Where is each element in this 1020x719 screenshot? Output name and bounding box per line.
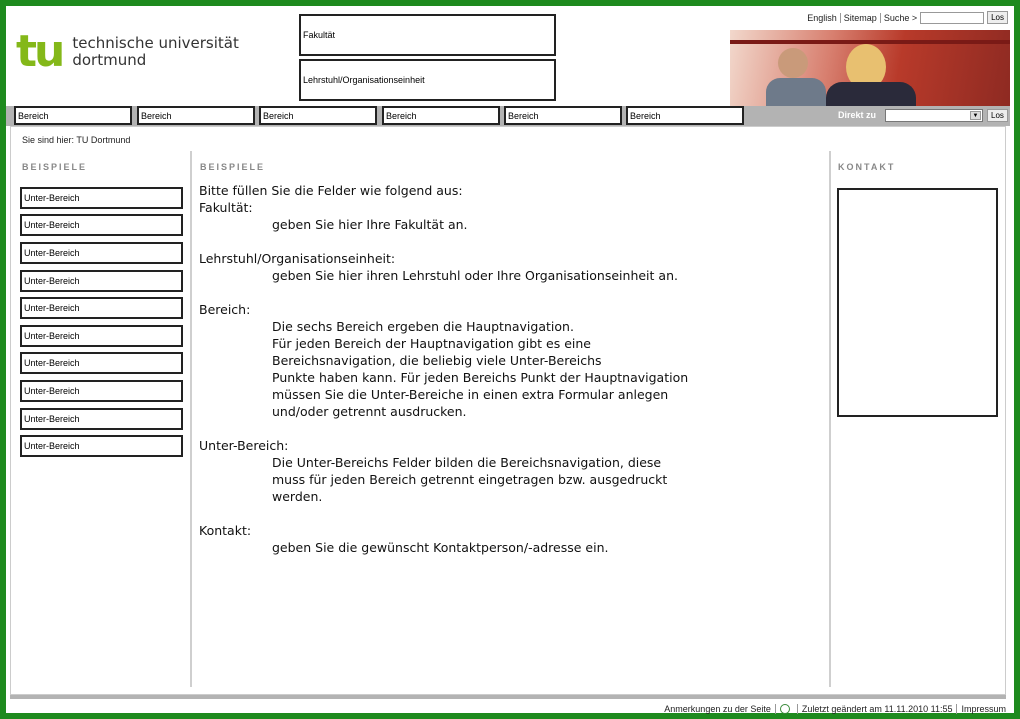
link-divider — [775, 704, 776, 714]
sub-nav-item[interactable] — [20, 270, 183, 292]
top-links — [807, 11, 1008, 24]
sub-nav-item[interactable] — [20, 297, 183, 319]
bereich-line: Punkte haben kann. Für jeden Bereichs Punkt der Hauptnavigation — [272, 370, 689, 385]
header-photo — [730, 30, 1010, 106]
sub-nav-item[interactable] — [20, 187, 183, 209]
lehrstuhl-text: geben Sie hier ihren Lehrstuhl oder Ihre Organisationseinheit an. — [272, 268, 678, 283]
chevron-down-icon[interactable]: ▼ — [970, 111, 981, 120]
fakultaet-label: Fakultät: — [199, 200, 253, 215]
kontakt-heading: KONTAKT — [838, 162, 896, 172]
photo-person-body — [766, 78, 826, 106]
main-heading: BEISPIELE — [200, 162, 266, 172]
tu-dortmund-logo[interactable] — [16, 26, 239, 77]
comment-icon[interactable] — [780, 704, 790, 714]
sub-nav-item[interactable] — [20, 435, 183, 457]
left-heading: BEISPIELE — [22, 162, 88, 172]
sub-nav-item[interactable] — [20, 325, 183, 347]
sub-nav-label: Unter-Bereich — [24, 276, 80, 286]
kontakt-field[interactable] — [837, 188, 998, 417]
unter-bereich-line: muss für jeden Bereich getrennt eingetragen bzw. ausgedruckt — [272, 472, 668, 487]
kontakt-label: Kontakt: — [199, 523, 252, 538]
page-footer — [664, 704, 1006, 714]
logo-line-2: dortmund — [72, 51, 147, 69]
kontakt-text: geben Sie die gewünscht Kontaktperson/-adresse ein. — [272, 540, 609, 555]
nav-item-bereich[interactable] — [504, 106, 622, 125]
direkt-zu-select[interactable] — [885, 109, 983, 122]
sub-nav-label: Unter-Bereich — [24, 248, 80, 258]
sub-nav-item[interactable] — [20, 242, 183, 264]
sub-nav-label: Unter-Bereich — [24, 220, 80, 230]
link-divider — [880, 13, 881, 23]
bereich-line: müssen Sie die Unter-Bereiche in einen extra Formular anlegen — [272, 387, 669, 402]
nav-item-bereich[interactable] — [259, 106, 377, 125]
link-divider — [797, 704, 798, 714]
unter-bereich-line: Die Unter-Bereichs Felder bilden die Bereichsnavigation, diese — [272, 455, 662, 470]
sitemap-link[interactable]: Sitemap — [843, 12, 877, 23]
nav-item-label: Bereich — [263, 110, 294, 121]
impressum-link[interactable]: Impressum — [961, 704, 1006, 714]
fakultaet-field-label: Fakultät — [303, 30, 336, 40]
lehrstuhl-field-label: Lehrstuhl/Organisationseinheit — [303, 75, 425, 85]
bereich-line: Bereichsnavigation, die beliebig viele Unter-Bereichs — [272, 353, 602, 368]
photo-detail — [730, 40, 1010, 44]
nav-item-bereich[interactable] — [626, 106, 744, 125]
search-input[interactable] — [920, 12, 984, 24]
sub-nav-label: Unter-Bereich — [24, 386, 80, 396]
instructions-text — [199, 182, 819, 556]
fakultaet-text: geben Sie hier Ihre Fakultät an. — [272, 217, 468, 232]
nav-item-bereich[interactable] — [14, 106, 132, 125]
nav-item-bereich[interactable] — [137, 106, 255, 125]
column-divider — [829, 151, 831, 687]
sub-nav-item[interactable] — [20, 214, 183, 236]
last-modified-text: Zuletzt geändert am 11.11.2010 11:55 — [801, 704, 953, 714]
direkt-los-button[interactable]: Los — [987, 109, 1008, 122]
link-divider — [840, 13, 841, 23]
sub-nav-label: Unter-Bereich — [24, 303, 80, 313]
photo-person-body — [826, 82, 916, 106]
intro-text: Bitte füllen Sie die Felder wie folgend aus: — [199, 183, 463, 198]
unter-bereich-label: Unter-Bereich: — [199, 438, 289, 453]
bereich-label: Bereich: — [199, 302, 251, 317]
sub-nav-item[interactable] — [20, 380, 183, 402]
sub-nav-label: Unter-Bereich — [24, 193, 80, 203]
sub-nav-item[interactable] — [20, 408, 183, 430]
link-divider — [956, 704, 957, 714]
sub-nav-label: Unter-Bereich — [24, 441, 80, 451]
fakultaet-field[interactable] — [299, 14, 556, 56]
bereich-line: Für jeden Bereich der Hauptnavigation gibt es eine — [272, 336, 591, 351]
sub-nav-label: Unter-Bereich — [24, 414, 80, 424]
sub-nav-label: Unter-Bereich — [24, 331, 80, 341]
sub-nav-label: Unter-Bereich — [24, 358, 80, 368]
anmerkungen-link[interactable]: Anmerkungen zu der Seite — [664, 704, 771, 714]
breadcrumb: Sie sind hier: TU Dortmund — [22, 135, 131, 145]
nav-item-label: Bereich — [141, 110, 172, 121]
search-los-button[interactable]: Los — [987, 11, 1008, 24]
photo-person-head — [778, 48, 808, 78]
nav-item-label: Bereich — [630, 110, 661, 121]
logo-text — [72, 35, 239, 69]
lehrstuhl-label: Lehrstuhl/Organisationseinheit: — [199, 251, 396, 266]
logo-line-1: technische universität — [72, 34, 239, 52]
bereich-line: und/oder getrennt ausdrucken. — [272, 404, 467, 419]
sub-nav-item[interactable] — [20, 352, 183, 374]
bereich-line: Die sechs Bereich ergeben die Hauptnavigation. — [272, 319, 574, 334]
logo-mark: tu — [16, 26, 63, 77]
nav-item-label: Bereich — [508, 110, 539, 121]
direkt-zu-label: Direkt zu — [838, 110, 877, 120]
lehrstuhl-field[interactable] — [299, 59, 556, 101]
nav-item-bereich[interactable] — [382, 106, 500, 125]
english-link[interactable]: English — [807, 12, 837, 23]
nav-item-label: Bereich — [386, 110, 417, 121]
nav-item-label: Bereich — [18, 110, 49, 121]
column-divider — [190, 151, 192, 687]
unter-bereich-line: werden. — [272, 489, 323, 504]
search-label: Suche > — [883, 12, 918, 23]
content-bottom-bar — [10, 695, 1006, 699]
